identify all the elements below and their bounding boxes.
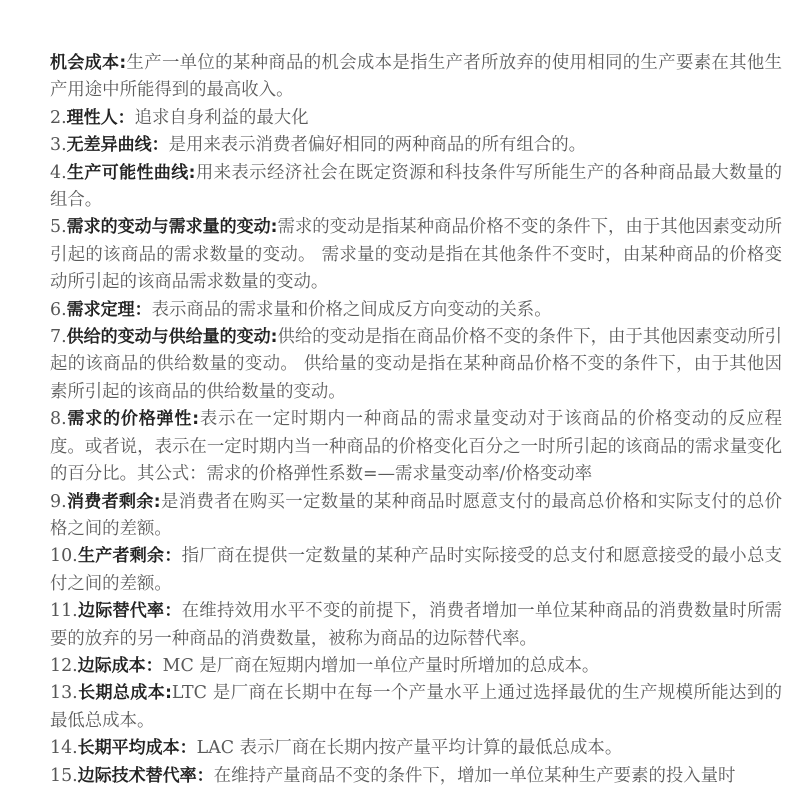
item-term: 生产者剩余	[77, 546, 165, 567]
item-number: 14.	[50, 738, 78, 759]
item-term: 边际替代率	[77, 601, 165, 622]
item-separator: :	[188, 162, 196, 183]
definition-item	[50, 214, 782, 296]
item-separator: ：	[179, 738, 197, 759]
item-separator: :	[192, 409, 200, 430]
definition-item	[50, 297, 782, 324]
definition-item	[50, 132, 782, 159]
item-term: 需求定理	[66, 299, 135, 320]
item-separator: ：	[151, 135, 169, 156]
item-separator: :	[119, 53, 127, 73]
item-definition: 需求的变动是指某种商品价格不变的条件下，由于其他因素变动所引起的该商品的需求数量的变动。 需求量的变动是指在其他条件不变时，由某种商品的价格变动所引起的该商品需求数量的变动。	[50, 217, 782, 293]
item-definition: MC 是厂商在短期内增加一单位产量时所增加的总成本。	[162, 655, 600, 676]
item-definition: 在维持产量商品不变的条件下，增加一单位某种生产要素的投入量时	[213, 765, 736, 786]
definition-item	[50, 489, 782, 544]
item-term: 理性人	[66, 107, 118, 128]
definition-item	[50, 543, 782, 598]
definition-item	[50, 406, 782, 488]
item-separator: ：	[145, 655, 163, 676]
item-separator: :	[270, 217, 278, 238]
item-separator: ：	[134, 299, 152, 320]
item-term: 长期总成本	[77, 683, 166, 704]
item-definition: 表示商品的需求量和价格之间成反方向变动的关系。	[151, 299, 552, 320]
item-number: 4.	[50, 162, 67, 183]
item-separator: :	[270, 327, 278, 348]
item-number: 3.	[50, 135, 67, 156]
item-number: 15.	[50, 765, 78, 786]
definition-item	[50, 653, 782, 680]
item-separator: ：	[164, 601, 182, 622]
item-definition: LTC 是厂商在长期中在每一个产量水平上通过选择最优的生产规模所能达到的最低总成本。	[50, 683, 782, 731]
item-term: 需求的变动与需求量的变动	[66, 217, 271, 238]
item-definition: 用来表示经济社会在既定资源和科技条件写所能生产的各种商品最大数量的组合。	[50, 162, 782, 211]
item-separator: ：	[164, 546, 182, 567]
item-definition: 表示在一定时期内一种商品的需求量变动对于该商品的价格变动的反应程度。或者说，表示在一定时期内当一种商品的价格变化百分之一时所引起的该商品的需求量变化的百分比。其公式：需求的价格弹性系数=—需求量变动率/价格变动率	[50, 409, 782, 485]
item-term: 长期平均成本	[77, 738, 180, 759]
item-definition: 是用来表示消费者偏好相同的两种商品的所有组合的。	[168, 135, 586, 156]
item-separator: ：	[196, 765, 214, 786]
item-number: 7.	[50, 327, 67, 348]
item-number: 13.	[50, 683, 78, 704]
item-definition: 追求自身利益的最大化	[134, 107, 309, 128]
item-definition: 是消费者在购买一定数量的某种商品时愿意支付的最高总价格和实际支付的总价格之间的差额。	[50, 491, 782, 539]
item-term: 生产可能性曲线	[66, 162, 189, 183]
item-term: 无差异曲线	[66, 135, 152, 156]
item-number: 2.	[50, 107, 67, 128]
item-definition: 供给的变动是指在商品价格不变的条件下，由于其他因素变动所引起的该商品的供给数量的变动。 供给量的变动是指在某种商品价格不变的条件下，由于其他因素所引起的该商品的供给数量的变动。	[50, 327, 782, 402]
item-definition: 生产一单位的某种商品的机会成本是指生产者所放弃的使用相同的生产要素在其他生产用途中所能得到的最高收入。	[50, 53, 782, 101]
item-definition: 在维持效用水平不变的前提下，消费者增加一单位某种商品的消费数量时所需要的放弃的另一种商品的消费数量，被称为商品的边际替代率。	[50, 601, 782, 649]
item-number: 10.	[50, 546, 78, 567]
item-separator: :	[153, 491, 161, 512]
item-term: 供给的变动与供给量的变动	[66, 327, 271, 348]
item-number: 11.	[50, 601, 78, 622]
item-number: 9.	[50, 491, 67, 512]
item-number: 6.	[50, 299, 67, 320]
definition-item	[50, 763, 782, 790]
item-term: 边际技术替代率	[77, 765, 197, 786]
document-body	[50, 50, 782, 790]
definition-item	[50, 680, 782, 735]
definition-item	[50, 160, 782, 215]
definition-item	[50, 324, 782, 406]
item-separator: :	[165, 683, 172, 704]
item-definition: 指厂商在提供一定数量的某种产品时实际接受的总支付和愿意接受的最小总支付之间的差额。	[50, 546, 782, 594]
item-term: 需求的价格弹性	[66, 409, 193, 430]
item-term: 机会成本	[50, 53, 120, 73]
definition-item	[50, 105, 782, 132]
item-number: 8.	[50, 409, 67, 430]
item-definition: LAC 表示厂商在长期内按产量平均计算的最低总成本。	[196, 738, 623, 759]
item-number: 5.	[50, 217, 67, 238]
item-separator: ：	[117, 107, 135, 128]
item-number: 12.	[50, 655, 78, 676]
item-term: 边际成本	[77, 655, 146, 676]
definition-item	[50, 735, 782, 762]
definition-item	[50, 50, 782, 105]
definition-item	[50, 598, 782, 653]
item-term: 消费者剩余	[66, 491, 154, 512]
